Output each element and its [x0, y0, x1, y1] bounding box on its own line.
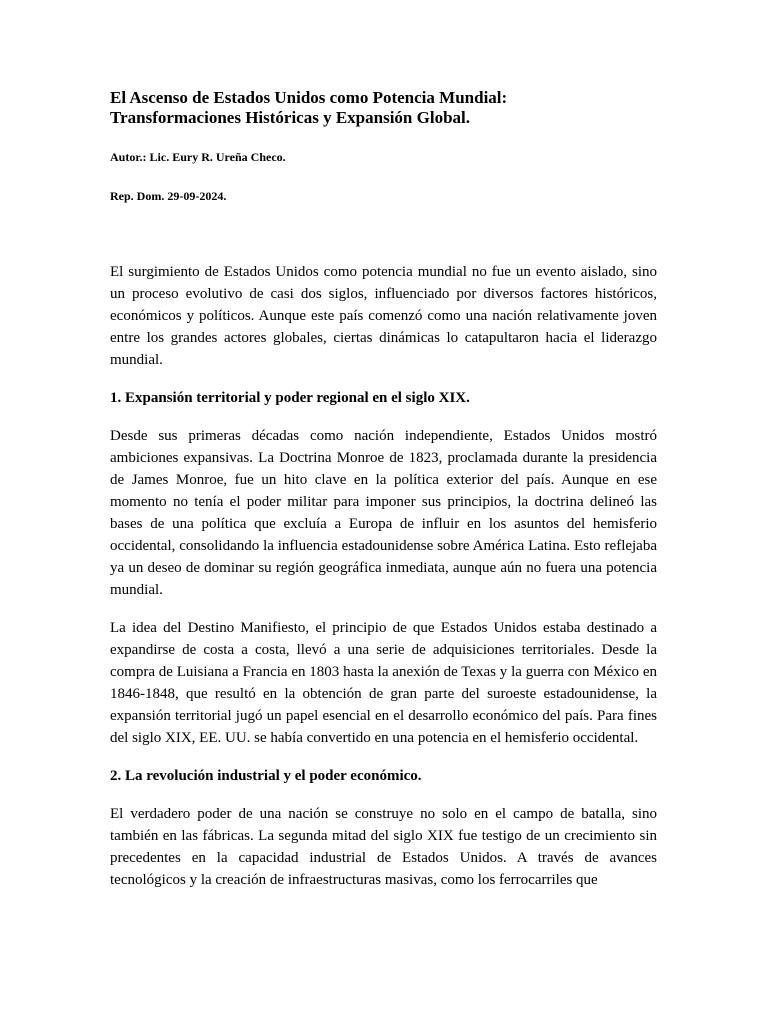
- document-title: [110, 88, 670, 128]
- document-body: [110, 261, 657, 907]
- author-line: Autor.: Lic. Eury R. Ureña Checo.: [110, 150, 286, 164]
- section-1-paragraph-1: Desde sus primeras décadas como nación independiente, Estados Unidos mostró ambiciones expansivas. La Doctrina Monroe de 1823, proclamada durante la presidencia de James Monroe, fue un hito clave en la política exterior del país. Aunque en ese momento no tenía el poder militar para imponer sus principios, la doctrina delineó las bases de una política que excluía a Europa de influir en los asuntos del hemisferio occidental, consolidando la influencia estadounidense sobre América Latina. Esto reflejaba ya un deseo de dominar su región geográfica inmediata, aunque aún no fuera una potencia mundial.: [110, 428, 657, 598]
- section-2-paragraph-1: El verdadero poder de una nación se construye no solo en el campo de batalla, sino también en las fábricas. La segunda mitad del siglo XIX fue testigo de un crecimiento sin precedentes en la capacidad industrial de Estados Unidos. A través de avances tecnológicos y la creación de infraestructuras masivas, como los ferrocarriles que: [110, 806, 657, 888]
- place-date-line: Rep. Dom. 29-09-2024.: [110, 189, 227, 203]
- section-2-heading: 2. La revolución industrial y el poder económico.: [110, 768, 422, 784]
- title-line-2: Transformaciones Históricas y Expansión Global.: [110, 108, 471, 127]
- intro-paragraph: El surgimiento de Estados Unidos como potencia mundial no fue un evento aislado, sino un proceso evolutivo de casi dos siglos, influenciado por diversos factores históricos, económicos y políticos. Aunque este país comenzó como una nación relativamente joven entre los grandes actores globales, ciertas dinámicas lo catapultaron hacia el liderazgo mundial.: [110, 264, 657, 368]
- section-1-heading: 1. Expansión territorial y poder regional en el siglo XIX.: [110, 390, 470, 406]
- title-line-1: El Ascenso de Estados Unidos como Potencia Mundial:: [110, 88, 508, 107]
- section-1-paragraph-2: La idea del Destino Manifiesto, el principio de que Estados Unidos estaba destinado a expandirse de costa a costa, llevó a una serie de adquisiciones territoriales. Desde la compra de Luisiana a Francia en 1803 hasta la anexión de Texas y la guerra con México en 1846-1848, que resultó en la obtención de gran parte del suroeste estadounidense, la expansión territorial jugó un papel esencial en el desarrollo económico del país. Para fines del siglo XIX, EE. UU. se había convertido en una potencia en el hemisferio occidental.: [110, 620, 657, 746]
